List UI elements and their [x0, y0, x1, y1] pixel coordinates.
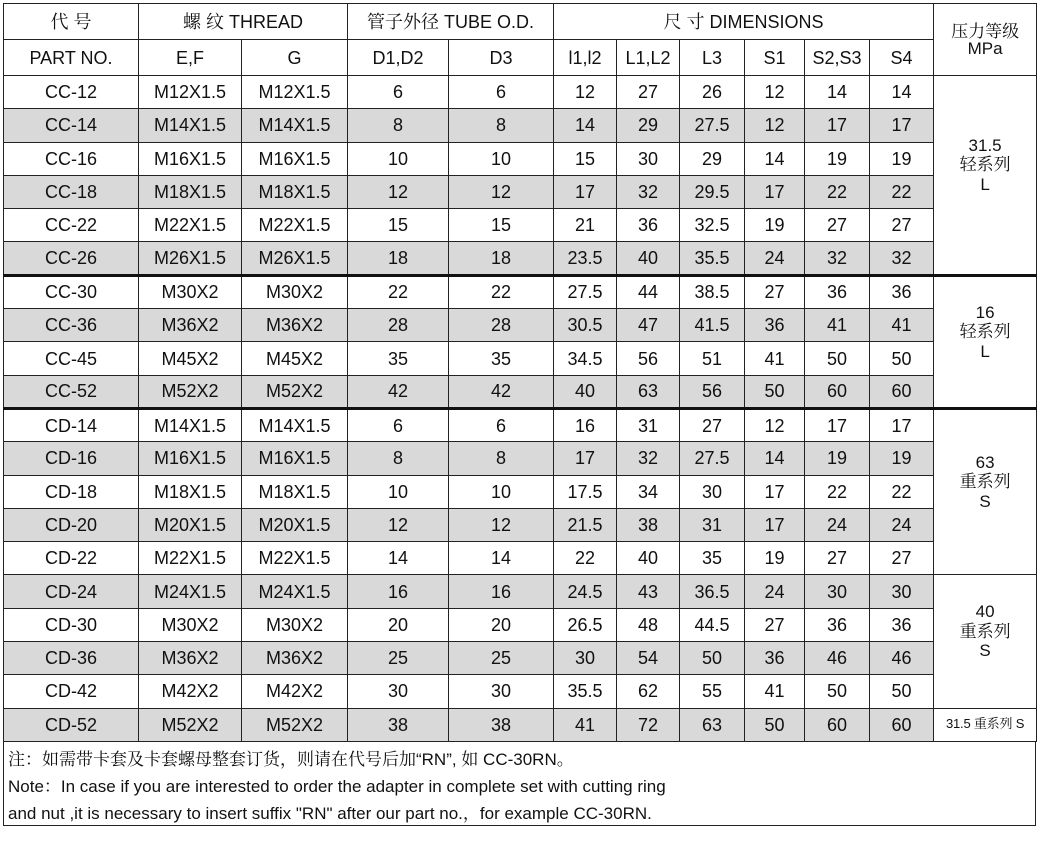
- dim-l12-cell: 17: [554, 175, 617, 208]
- pressure-series-code: L: [980, 174, 990, 194]
- dim-s4-cell: 27: [870, 542, 934, 575]
- thread-g-cell: M30X2: [242, 608, 348, 641]
- col-header-l12: l1,l2: [554, 40, 617, 76]
- dim-s23-cell: 46: [805, 642, 870, 675]
- dim-s23-cell: 19: [805, 442, 870, 475]
- dim-L12-cell: 36: [617, 209, 680, 242]
- dim-s1-cell: 12: [745, 109, 805, 142]
- part-no-cell: CD-16: [4, 442, 139, 475]
- dim-L3-cell: 55: [680, 675, 745, 708]
- part-no-cell: CD-52: [4, 708, 139, 741]
- dim-l12-cell: 27.5: [554, 275, 617, 308]
- tube-d3-cell: 28: [449, 309, 554, 342]
- tube-d3-cell: 6: [449, 408, 554, 441]
- spec-table-body: [4, 76, 1037, 742]
- tube-d3-cell: 22: [449, 275, 554, 308]
- dim-L12-cell: 40: [617, 242, 680, 275]
- pressure-text: 31.5 重系列 S: [945, 716, 1025, 732]
- thread-ef-cell: M22X1.5: [139, 209, 242, 242]
- part-no-cell: CC-30: [4, 275, 139, 308]
- tube-d3-cell: 8: [449, 442, 554, 475]
- dim-L3-cell: 44.5: [680, 608, 745, 641]
- tube-d3-cell: 12: [449, 175, 554, 208]
- thread-ef-cell: M16X1.5: [139, 442, 242, 475]
- tube-d12-cell: 8: [348, 442, 449, 475]
- thread-g-cell: M26X1.5: [242, 242, 348, 275]
- dim-l12-cell: 26.5: [554, 608, 617, 641]
- thread-g-cell: M36X2: [242, 642, 348, 675]
- tube-d12-cell: 30: [348, 675, 449, 708]
- note-en-2: and nut ,it is necessary to insert suffix "RN" after our part no.，for example CC-30RN.: [8, 803, 652, 823]
- dim-s23-cell: 41: [805, 309, 870, 342]
- dim-s23-cell: 14: [805, 76, 870, 109]
- tube-d3-cell: 10: [449, 475, 554, 508]
- thread-header: 螺 纹 THREAD: [139, 4, 348, 40]
- table-row: [4, 109, 1037, 142]
- pressure-header-cn: 压力等级: [951, 21, 1020, 41]
- tube-d12-cell: 14: [348, 542, 449, 575]
- tube-d3-cell: 18: [449, 242, 554, 275]
- pressure-group-cell: [934, 408, 1037, 574]
- part-no-cell: CD-20: [4, 508, 139, 541]
- dim-l12-cell: 21.5: [554, 508, 617, 541]
- pressure-mpa: 16: [975, 302, 995, 322]
- tube-d3-cell: 42: [449, 375, 554, 408]
- dim-L3-cell: 63: [680, 708, 745, 741]
- dim-L12-cell: 63: [617, 375, 680, 408]
- dim-s4-cell: 36: [870, 275, 934, 308]
- col-header-d12: D1,D2: [348, 40, 449, 76]
- dim-s1-cell: 19: [745, 542, 805, 575]
- dim-L12-cell: 29: [617, 109, 680, 142]
- dim-s4-cell: 19: [870, 142, 934, 175]
- tube-d12-cell: 42: [348, 375, 449, 408]
- thread-g-cell: M42X2: [242, 675, 348, 708]
- part-no-cell: CC-14: [4, 109, 139, 142]
- dim-l12-cell: 17.5: [554, 475, 617, 508]
- thread-ef-cell: M36X2: [139, 309, 242, 342]
- dim-s4-cell: 17: [870, 109, 934, 142]
- tube-d12-cell: 12: [348, 508, 449, 541]
- tube-d12-cell: 12: [348, 175, 449, 208]
- dim-s23-cell: 19: [805, 142, 870, 175]
- dim-s4-cell: 46: [870, 642, 934, 675]
- dim-s23-cell: 36: [805, 275, 870, 308]
- pressure-header-unit: MPa: [967, 38, 1003, 58]
- dim-s1-cell: 17: [745, 175, 805, 208]
- table-row: [4, 608, 1037, 641]
- table-row: [4, 309, 1037, 342]
- tube-d3-cell: 8: [449, 109, 554, 142]
- dim-s4-cell: 22: [870, 175, 934, 208]
- dim-L12-cell: 32: [617, 175, 680, 208]
- thread-ef-cell: M20X1.5: [139, 508, 242, 541]
- pressure-group-cell: [934, 575, 1037, 708]
- tube-d12-cell: 22: [348, 275, 449, 308]
- dim-s1-cell: 14: [745, 142, 805, 175]
- dim-L3-cell: 26: [680, 76, 745, 109]
- notes-box: [3, 742, 1036, 826]
- part-no-cell: CD-14: [4, 408, 139, 441]
- pressure-group-cell: [934, 275, 1037, 408]
- dim-s23-cell: 17: [805, 109, 870, 142]
- dim-l12-cell: 34.5: [554, 342, 617, 375]
- dim-s23-cell: 27: [805, 542, 870, 575]
- table-row: [4, 475, 1037, 508]
- pressure-series-code: S: [979, 641, 991, 661]
- dim-L3-cell: 35.5: [680, 242, 745, 275]
- dim-s23-cell: 32: [805, 242, 870, 275]
- thread-g-cell: M20X1.5: [242, 508, 348, 541]
- thread-g-cell: M36X2: [242, 309, 348, 342]
- part-no-cell: CD-18: [4, 475, 139, 508]
- dim-L3-cell: 29: [680, 142, 745, 175]
- col-header-s23: S2,S3: [805, 40, 870, 76]
- part-no-header-cn: 代 号: [4, 4, 139, 40]
- thread-ef-cell: M30X2: [139, 275, 242, 308]
- dim-s4-cell: 60: [870, 708, 934, 741]
- pressure-group-cell: [934, 76, 1037, 276]
- thread-g-cell: M18X1.5: [242, 475, 348, 508]
- dim-L3-cell: 27.5: [680, 109, 745, 142]
- dim-s1-cell: 36: [745, 642, 805, 675]
- spec-table: [3, 3, 1037, 742]
- dim-s4-cell: 41: [870, 309, 934, 342]
- dim-s23-cell: 27: [805, 209, 870, 242]
- dim-s23-cell: 22: [805, 475, 870, 508]
- thread-ef-cell: M52X2: [139, 375, 242, 408]
- dim-l12-cell: 35.5: [554, 675, 617, 708]
- dim-s4-cell: 17: [870, 408, 934, 441]
- dim-s23-cell: 60: [805, 708, 870, 741]
- tube-d3-cell: 30: [449, 675, 554, 708]
- part-no-cell: CC-36: [4, 309, 139, 342]
- part-no-cell: CC-52: [4, 375, 139, 408]
- dim-L12-cell: 31: [617, 408, 680, 441]
- thread-ef-cell: M18X1.5: [139, 175, 242, 208]
- tube-d12-cell: 16: [348, 575, 449, 608]
- note-cn: 注：如需带卡套及卡套螺母整套订货，则请在代号后加“RN”, 如 CC-30RN。: [8, 749, 574, 769]
- thread-g-cell: M14X1.5: [242, 408, 348, 441]
- dim-L12-cell: 44: [617, 275, 680, 308]
- thread-ef-cell: M22X1.5: [139, 542, 242, 575]
- thread-ef-cell: M42X2: [139, 675, 242, 708]
- col-header-L12: L1,L2: [617, 40, 680, 76]
- tube-d12-cell: 10: [348, 475, 449, 508]
- dim-s23-cell: 50: [805, 342, 870, 375]
- col-header-g: G: [242, 40, 348, 76]
- header-row-1: [4, 4, 1037, 40]
- dim-s1-cell: 24: [745, 575, 805, 608]
- spec-table-container: [3, 3, 1036, 826]
- dim-s4-cell: 27: [870, 209, 934, 242]
- dim-s1-cell: 24: [745, 242, 805, 275]
- thread-g-cell: M12X1.5: [242, 76, 348, 109]
- dim-L3-cell: 30: [680, 475, 745, 508]
- tube-d12-cell: 28: [348, 309, 449, 342]
- pressure-mpa: 40: [975, 602, 995, 622]
- dim-s23-cell: 30: [805, 575, 870, 608]
- pressure-series-cn: 轻系列: [959, 155, 1011, 175]
- dim-s23-cell: 22: [805, 175, 870, 208]
- dim-s1-cell: 12: [745, 76, 805, 109]
- thread-g-cell: M30X2: [242, 275, 348, 308]
- dim-l12-cell: 12: [554, 76, 617, 109]
- table-row: [4, 209, 1037, 242]
- part-no-cell: CC-16: [4, 142, 139, 175]
- table-row: [4, 675, 1037, 708]
- dim-s4-cell: 24: [870, 508, 934, 541]
- dim-s4-cell: 50: [870, 342, 934, 375]
- dim-s23-cell: 24: [805, 508, 870, 541]
- tube-od-header: 管子外径 TUBE O.D.: [348, 4, 554, 40]
- dim-L3-cell: 36.5: [680, 575, 745, 608]
- dim-L12-cell: 62: [617, 675, 680, 708]
- thread-g-cell: M24X1.5: [242, 575, 348, 608]
- col-header-ef: E,F: [139, 40, 242, 76]
- part-no-cell: CC-12: [4, 76, 139, 109]
- dim-l12-cell: 40: [554, 375, 617, 408]
- dim-s1-cell: 19: [745, 209, 805, 242]
- thread-g-cell: M14X1.5: [242, 109, 348, 142]
- tube-d12-cell: 25: [348, 642, 449, 675]
- table-row: [4, 542, 1037, 575]
- dim-l12-cell: 24.5: [554, 575, 617, 608]
- dim-L3-cell: 29.5: [680, 175, 745, 208]
- header-row-2: [4, 40, 1037, 76]
- tube-d3-cell: 6: [449, 76, 554, 109]
- dim-l12-cell: 22: [554, 542, 617, 575]
- dim-L12-cell: 43: [617, 575, 680, 608]
- pressure-series-code: S: [979, 491, 991, 511]
- dim-s1-cell: 17: [745, 475, 805, 508]
- part-no-cell: CC-26: [4, 242, 139, 275]
- thread-ef-cell: M52X2: [139, 708, 242, 741]
- tube-d3-cell: 25: [449, 642, 554, 675]
- tube-d12-cell: 18: [348, 242, 449, 275]
- pressure-series-code: L: [980, 341, 990, 361]
- thread-ef-cell: M18X1.5: [139, 475, 242, 508]
- col-header-s1: S1: [745, 40, 805, 76]
- thread-ef-cell: M26X1.5: [139, 242, 242, 275]
- dim-s1-cell: 41: [745, 675, 805, 708]
- part-no-header-en: PART NO.: [4, 40, 139, 76]
- dim-l12-cell: 15: [554, 142, 617, 175]
- pressure-series-cn: 重系列: [959, 472, 1011, 492]
- col-header-d3: D3: [449, 40, 554, 76]
- tube-d3-cell: 38: [449, 708, 554, 741]
- dim-s1-cell: 50: [745, 375, 805, 408]
- thread-ef-cell: M24X1.5: [139, 575, 242, 608]
- dim-l12-cell: 16: [554, 408, 617, 441]
- part-no-cell: CD-42: [4, 675, 139, 708]
- dimensions-header: 尺 寸 DIMENSIONS: [554, 4, 934, 40]
- dim-s4-cell: 22: [870, 475, 934, 508]
- tube-d12-cell: 6: [348, 408, 449, 441]
- pressure-group-cell: [934, 708, 1037, 741]
- table-row: [4, 342, 1037, 375]
- table-row: [4, 408, 1037, 441]
- thread-ef-cell: M14X1.5: [139, 408, 242, 441]
- tube-d12-cell: 6: [348, 76, 449, 109]
- table-row: [4, 575, 1037, 608]
- pressure-series-cn: 重系列: [959, 621, 1011, 641]
- dim-L12-cell: 54: [617, 642, 680, 675]
- table-row: [4, 375, 1037, 408]
- tube-d12-cell: 38: [348, 708, 449, 741]
- col-header-L3: L3: [680, 40, 745, 76]
- thread-ef-cell: M14X1.5: [139, 109, 242, 142]
- thread-ef-cell: M30X2: [139, 608, 242, 641]
- table-row: [4, 242, 1037, 275]
- dim-L12-cell: 38: [617, 508, 680, 541]
- dim-s1-cell: 27: [745, 608, 805, 641]
- dim-s4-cell: 30: [870, 575, 934, 608]
- thread-g-cell: M52X2: [242, 375, 348, 408]
- dim-L3-cell: 38.5: [680, 275, 745, 308]
- dim-l12-cell: 14: [554, 109, 617, 142]
- tube-d3-cell: 12: [449, 508, 554, 541]
- dim-s1-cell: 41: [745, 342, 805, 375]
- tube-d3-cell: 14: [449, 542, 554, 575]
- dim-s23-cell: 36: [805, 608, 870, 641]
- dim-L3-cell: 50: [680, 642, 745, 675]
- dim-l12-cell: 30.5: [554, 309, 617, 342]
- dim-s4-cell: 50: [870, 675, 934, 708]
- dim-L12-cell: 72: [617, 708, 680, 741]
- pressure-mpa: 31.5: [968, 135, 1002, 155]
- thread-g-cell: M18X1.5: [242, 175, 348, 208]
- dim-L3-cell: 51: [680, 342, 745, 375]
- dim-L12-cell: 30: [617, 142, 680, 175]
- table-row: [4, 142, 1037, 175]
- part-no-cell: CC-45: [4, 342, 139, 375]
- part-no-cell: CC-22: [4, 209, 139, 242]
- tube-d3-cell: 15: [449, 209, 554, 242]
- thread-ef-cell: M36X2: [139, 642, 242, 675]
- tube-d3-cell: 35: [449, 342, 554, 375]
- col-header-s4: S4: [870, 40, 934, 76]
- dim-l12-cell: 21: [554, 209, 617, 242]
- part-no-cell: CC-18: [4, 175, 139, 208]
- dim-s1-cell: 14: [745, 442, 805, 475]
- dim-s4-cell: 19: [870, 442, 934, 475]
- table-row: [4, 442, 1037, 475]
- dim-L12-cell: 56: [617, 342, 680, 375]
- pressure-mpa: 63: [975, 452, 995, 472]
- table-row: [4, 708, 1037, 741]
- tube-d12-cell: 35: [348, 342, 449, 375]
- thread-g-cell: M16X1.5: [242, 442, 348, 475]
- tube-d3-cell: 20: [449, 608, 554, 641]
- dim-s23-cell: 60: [805, 375, 870, 408]
- dim-s1-cell: 17: [745, 508, 805, 541]
- dim-s4-cell: 14: [870, 76, 934, 109]
- dim-s4-cell: 36: [870, 608, 934, 641]
- tube-d3-cell: 10: [449, 142, 554, 175]
- dim-L12-cell: 32: [617, 442, 680, 475]
- dim-s4-cell: 60: [870, 375, 934, 408]
- dim-s23-cell: 50: [805, 675, 870, 708]
- table-row: [4, 76, 1037, 109]
- dim-L12-cell: 27: [617, 76, 680, 109]
- dim-s1-cell: 27: [745, 275, 805, 308]
- thread-g-cell: M52X2: [242, 708, 348, 741]
- dim-s1-cell: 36: [745, 309, 805, 342]
- dim-L3-cell: 35: [680, 542, 745, 575]
- part-no-cell: CD-22: [4, 542, 139, 575]
- dim-L3-cell: 32.5: [680, 209, 745, 242]
- tube-d12-cell: 8: [348, 109, 449, 142]
- thread-ef-cell: M45X2: [139, 342, 242, 375]
- thread-g-cell: M22X1.5: [242, 209, 348, 242]
- dim-L12-cell: 48: [617, 608, 680, 641]
- dim-l12-cell: 30: [554, 642, 617, 675]
- table-row: [4, 275, 1037, 308]
- pressure-series-cn: 轻系列: [959, 322, 1011, 342]
- tube-d12-cell: 15: [348, 209, 449, 242]
- dim-L12-cell: 47: [617, 309, 680, 342]
- dim-l12-cell: 17: [554, 442, 617, 475]
- dim-L3-cell: 31: [680, 508, 745, 541]
- part-no-cell: CD-36: [4, 642, 139, 675]
- dim-s1-cell: 12: [745, 408, 805, 441]
- dim-L3-cell: 27.5: [680, 442, 745, 475]
- dim-l12-cell: 41: [554, 708, 617, 741]
- dim-L12-cell: 40: [617, 542, 680, 575]
- part-no-cell: CD-24: [4, 575, 139, 608]
- thread-ef-cell: M16X1.5: [139, 142, 242, 175]
- tube-d3-cell: 16: [449, 575, 554, 608]
- dim-L3-cell: 56: [680, 375, 745, 408]
- table-row: [4, 642, 1037, 675]
- part-no-cell: CD-30: [4, 608, 139, 641]
- tube-d12-cell: 20: [348, 608, 449, 641]
- thread-g-cell: M22X1.5: [242, 542, 348, 575]
- dim-l12-cell: 23.5: [554, 242, 617, 275]
- dim-L3-cell: 27: [680, 408, 745, 441]
- thread-g-cell: M45X2: [242, 342, 348, 375]
- dim-L3-cell: 41.5: [680, 309, 745, 342]
- pressure-header: [934, 4, 1037, 76]
- dim-s23-cell: 17: [805, 408, 870, 441]
- dim-s1-cell: 50: [745, 708, 805, 741]
- note-en-1: Note：In case if you are interested to order the adapter in complete set with cutting ring: [8, 776, 666, 796]
- thread-ef-cell: M12X1.5: [139, 76, 242, 109]
- tube-d12-cell: 10: [348, 142, 449, 175]
- dim-L12-cell: 34: [617, 475, 680, 508]
- table-row: [4, 175, 1037, 208]
- dim-s4-cell: 32: [870, 242, 934, 275]
- thread-g-cell: M16X1.5: [242, 142, 348, 175]
- table-row: [4, 508, 1037, 541]
